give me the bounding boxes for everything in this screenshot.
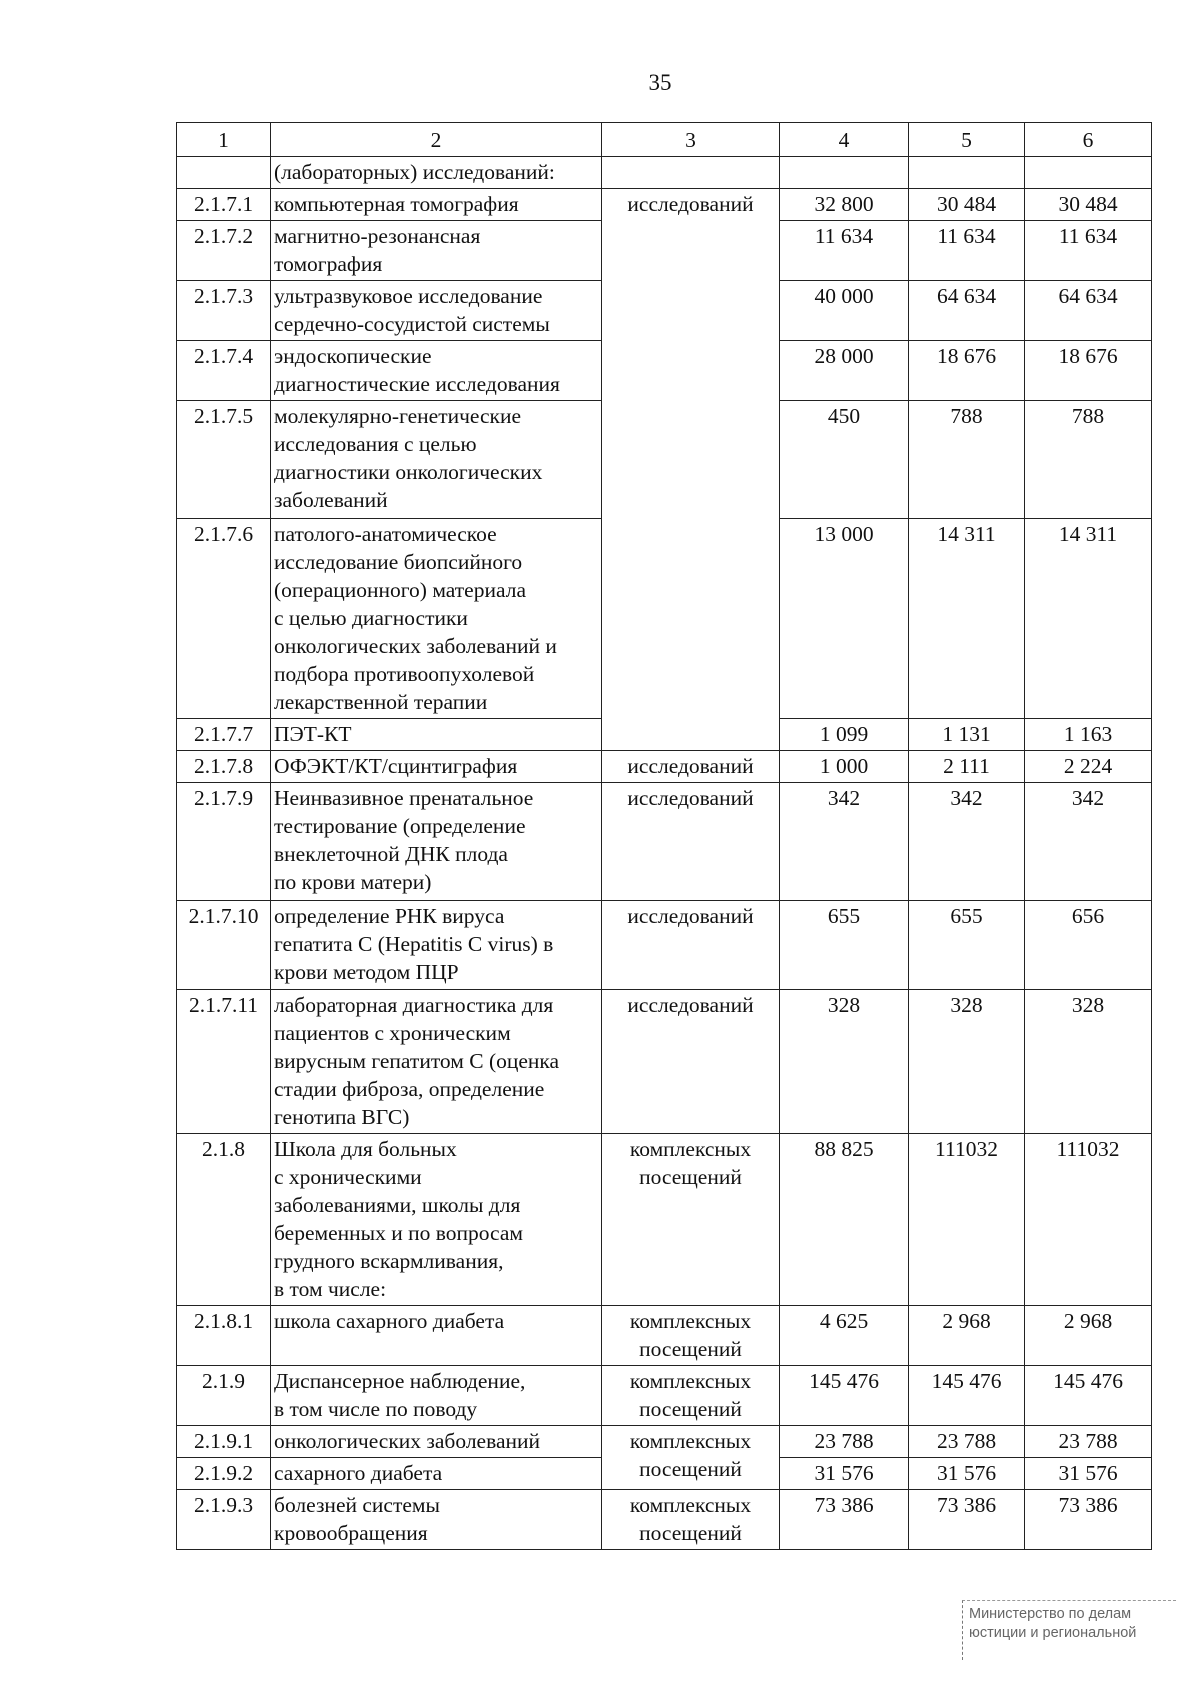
row-number: 2.1.7.4 <box>177 341 271 401</box>
row-value-col5: 2 968 <box>909 1306 1025 1366</box>
row-value-col5: 31 576 <box>909 1458 1025 1490</box>
row-unit: исследований <box>602 783 780 901</box>
row-value-col6: 23 788 <box>1025 1426 1152 1458</box>
row-number: 2.1.7.5 <box>177 401 271 519</box>
row-name: ПЭТ-КТ <box>271 719 602 751</box>
table-row <box>177 157 1152 189</box>
row-name: ОФЭКТ/КТ/сцинтиграфия <box>271 751 602 783</box>
row-value-col4: 32 800 <box>780 189 909 221</box>
table-row <box>177 1426 1152 1458</box>
row-value-col4: 655 <box>780 901 909 990</box>
row-unit: комплексных посещений <box>602 1426 780 1490</box>
table-row <box>177 783 1152 901</box>
row-number: 2.1.8.1 <box>177 1306 271 1366</box>
row-value-col5 <box>909 157 1025 189</box>
row-value-col5: 30 484 <box>909 189 1025 221</box>
table-row <box>177 901 1152 990</box>
row-value-col6: 2 968 <box>1025 1306 1152 1366</box>
table-row <box>177 990 1152 1134</box>
row-unit: комплексных посещений <box>602 1134 780 1306</box>
row-value-col5: 788 <box>909 401 1025 519</box>
row-name: (лабораторных) исследований: <box>271 157 602 189</box>
row-value-col4: 11 634 <box>780 221 909 281</box>
row-name: онкологических заболеваний <box>271 1426 602 1458</box>
row-name: Школа для больных с хроническими заболеваниями, школы для беременных и по вопросам грудного вскармливания, в том числе: <box>271 1134 602 1306</box>
row-value-col6: 31 576 <box>1025 1458 1152 1490</box>
row-value-col6: 14 311 <box>1025 519 1152 719</box>
row-value-col6 <box>1025 157 1152 189</box>
row-name: сахарного диабета <box>271 1458 602 1490</box>
row-value-col5: 145 476 <box>909 1366 1025 1426</box>
row-value-col6: 30 484 <box>1025 189 1152 221</box>
row-value-col6: 18 676 <box>1025 341 1152 401</box>
row-value-col5: 14 311 <box>909 519 1025 719</box>
row-value-col4: 31 576 <box>780 1458 909 1490</box>
column-header: 1 <box>177 123 271 157</box>
row-name: школа сахарного диабета <box>271 1306 602 1366</box>
row-number: 2.1.7.3 <box>177 281 271 341</box>
column-header: 2 <box>271 123 602 157</box>
row-value-col4: 145 476 <box>780 1366 909 1426</box>
row-unit: комплексных посещений <box>602 1490 780 1550</box>
row-number: 2.1.9.1 <box>177 1426 271 1458</box>
row-value-col5: 73 386 <box>909 1490 1025 1550</box>
row-value-col4: 328 <box>780 990 909 1134</box>
row-name: магнитно-резонансная томография <box>271 221 602 281</box>
row-number: 2.1.9.2 <box>177 1458 271 1490</box>
page-number: 35 <box>648 70 672 95</box>
row-number: 2.1.7.2 <box>177 221 271 281</box>
row-value-col5: 111032 <box>909 1134 1025 1306</box>
row-value-col5: 1 131 <box>909 719 1025 751</box>
table-row <box>177 1134 1152 1306</box>
row-unit: комплексных посещений <box>602 1306 780 1366</box>
row-number: 2.1.7.10 <box>177 901 271 990</box>
row-value-col6: 342 <box>1025 783 1152 901</box>
row-value-col5: 328 <box>909 990 1025 1134</box>
row-unit: исследований <box>602 901 780 990</box>
row-number: 2.1.7.9 <box>177 783 271 901</box>
row-value-col6: 64 634 <box>1025 281 1152 341</box>
row-name: ультразвуковое исследование сердечно-сосудистой системы <box>271 281 602 341</box>
row-value-col6: 2 224 <box>1025 751 1152 783</box>
row-unit <box>602 157 780 189</box>
column-header: 5 <box>909 123 1025 157</box>
row-unit: исследований <box>602 990 780 1134</box>
row-value-col5: 2 111 <box>909 751 1025 783</box>
row-number: 2.1.9 <box>177 1366 271 1426</box>
table-row <box>177 189 1152 221</box>
row-value-col4: 73 386 <box>780 1490 909 1550</box>
row-value-col4: 88 825 <box>780 1134 909 1306</box>
row-number: 2.1.7.8 <box>177 751 271 783</box>
row-name: компьютерная томография <box>271 189 602 221</box>
row-value-col5: 18 676 <box>909 341 1025 401</box>
row-value-col4: 342 <box>780 783 909 901</box>
row-value-col5: 11 634 <box>909 221 1025 281</box>
row-name: определение РНК вируса гепатита С (Hepatitis C virus) в крови методом ПЦР <box>271 901 602 990</box>
row-unit: исследований <box>602 751 780 783</box>
row-name: болезней системы кровообращения <box>271 1490 602 1550</box>
row-value-col4: 1 000 <box>780 751 909 783</box>
row-value-col4: 28 000 <box>780 341 909 401</box>
row-name: эндоскопические диагностические исследования <box>271 341 602 401</box>
row-value-col6: 788 <box>1025 401 1152 519</box>
row-value-col4: 450 <box>780 401 909 519</box>
table-row <box>177 751 1152 783</box>
table-header-row <box>177 123 1152 157</box>
table-row <box>177 1490 1152 1550</box>
row-number: 2.1.8 <box>177 1134 271 1306</box>
row-value-col6: 11 634 <box>1025 221 1152 281</box>
row-value-col6: 73 386 <box>1025 1490 1152 1550</box>
row-value-col4: 40 000 <box>780 281 909 341</box>
row-value-col6: 328 <box>1025 990 1152 1134</box>
data-table <box>176 122 1152 1550</box>
row-name: молекулярно-генетические исследования с целью диагностики онкологических заболеваний <box>271 401 602 519</box>
row-value-col5: 342 <box>909 783 1025 901</box>
table-row <box>177 1306 1152 1366</box>
row-name: Неинвазивное пренатальное тестирование (определение внеклеточной ДНК плода по крови матери) <box>271 783 602 901</box>
row-value-col6: 1 163 <box>1025 719 1152 751</box>
row-name: Диспансерное наблюдение, в том числе по поводу <box>271 1366 602 1426</box>
column-header: 3 <box>602 123 780 157</box>
row-number: 2.1.7.1 <box>177 189 271 221</box>
row-number: 2.1.7.6 <box>177 519 271 719</box>
row-number: 2.1.9.3 <box>177 1490 271 1550</box>
row-number: 2.1.7.7 <box>177 719 271 751</box>
row-value-col4 <box>780 157 909 189</box>
row-number: 2.1.7.11 <box>177 990 271 1134</box>
row-unit: комплексных посещений <box>602 1366 780 1426</box>
row-unit: исследований <box>602 189 780 751</box>
row-value-col4: 1 099 <box>780 719 909 751</box>
row-value-col6: 145 476 <box>1025 1366 1152 1426</box>
column-header: 6 <box>1025 123 1152 157</box>
row-name: лабораторная диагностика для пациентов с хроническим вирусным гепатитом С (оценка стадии фиброза, определение генотипа ВГС) <box>271 990 602 1134</box>
row-value-col5: 23 788 <box>909 1426 1025 1458</box>
row-value-col4: 4 625 <box>780 1306 909 1366</box>
row-value-col5: 64 634 <box>909 281 1025 341</box>
table-row <box>177 1366 1152 1426</box>
ministry-stamp: Министерство по делам юстиции и региональной <box>962 1600 1176 1660</box>
row-value-col4: 23 788 <box>780 1426 909 1458</box>
row-value-col6: 656 <box>1025 901 1152 990</box>
row-number <box>177 157 271 189</box>
row-value-col6: 111032 <box>1025 1134 1152 1306</box>
row-name: патолого-анатомическое исследование биопсийного (операционного) материала с целью диагностики онкологических заболеваний и подбора противоопухолевой лекарственной терапии <box>271 519 602 719</box>
row-value-col4: 13 000 <box>780 519 909 719</box>
row-value-col5: 655 <box>909 901 1025 990</box>
column-header: 4 <box>780 123 909 157</box>
